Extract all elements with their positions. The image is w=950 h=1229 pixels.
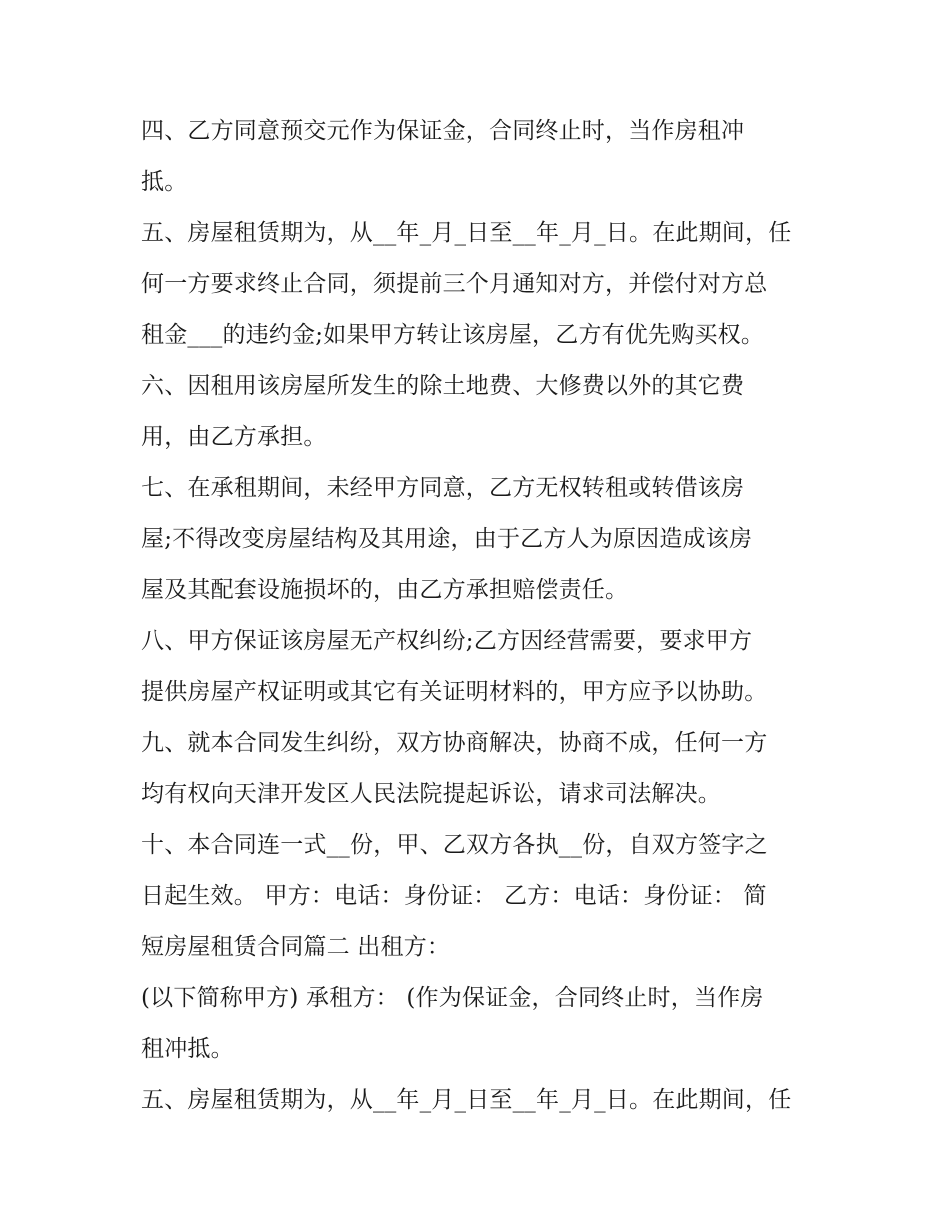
text-line: 五、房屋租赁期为，从__年_月_日至__年_月_日。在此期间，任 bbox=[141, 220, 792, 246]
text-line: 抵。 bbox=[141, 169, 188, 195]
text-line: 八、甲方保证该房屋无产权纠纷;乙方因经营需要，要求甲方 bbox=[141, 628, 753, 654]
text-line: 均有权向天津开发区人民法院提起诉讼，请求司法解决。 bbox=[141, 781, 721, 807]
text-line: 租冲抵。 bbox=[141, 1036, 234, 1062]
text-line: 租金___的违约金;如果甲方转让该房屋，乙方有优先购买权。 bbox=[141, 322, 765, 348]
text-line: 用，由乙方承担。 bbox=[141, 424, 327, 450]
text-line: 六、因租用该房屋所发生的除土地费、大修费以外的其它费 bbox=[141, 373, 745, 399]
text-line: 短房屋租赁合同篇二 出租方： bbox=[141, 934, 451, 960]
text-line: (以下简称甲方) 承租方： (作为保证金，合同终止时，当作房 bbox=[141, 985, 764, 1011]
text-line: 七、在承租期间，未经甲方同意，乙方无权转租或转借该房 bbox=[141, 475, 745, 501]
text-line: 五、房屋租赁期为，从__年_月_日至__年_月_日。在此期间，任 bbox=[141, 1087, 792, 1113]
text-line: 四、乙方同意预交元作为保证金，合同终止时，当作房租冲 bbox=[141, 118, 745, 144]
text-line: 十、本合同连一式__份，甲、乙双方各执__份，自双方签字之 bbox=[141, 832, 768, 858]
text-line: 日起生效。 甲方：电话：身份证： 乙方：电话：身份证： 简 bbox=[141, 883, 767, 909]
text-line: 屋;不得改变房屋结构及其用途，由于乙方人为原因造成该房 bbox=[141, 526, 753, 552]
text-line: 九、就本合同发生纠纷，双方协商解决，协商不成，任何一方 bbox=[141, 730, 768, 756]
document-body bbox=[141, 106, 821, 1126]
text-line: 屋及其配套设施损坏的，由乙方承担赔偿责任。 bbox=[141, 577, 629, 603]
text-line: 提供房屋产权证明或其它有关证明材料的，甲方应予以协助。 bbox=[141, 679, 768, 705]
text-line: 何一方要求终止合同，须提前三个月通知对方，并偿付对方总 bbox=[141, 271, 768, 297]
